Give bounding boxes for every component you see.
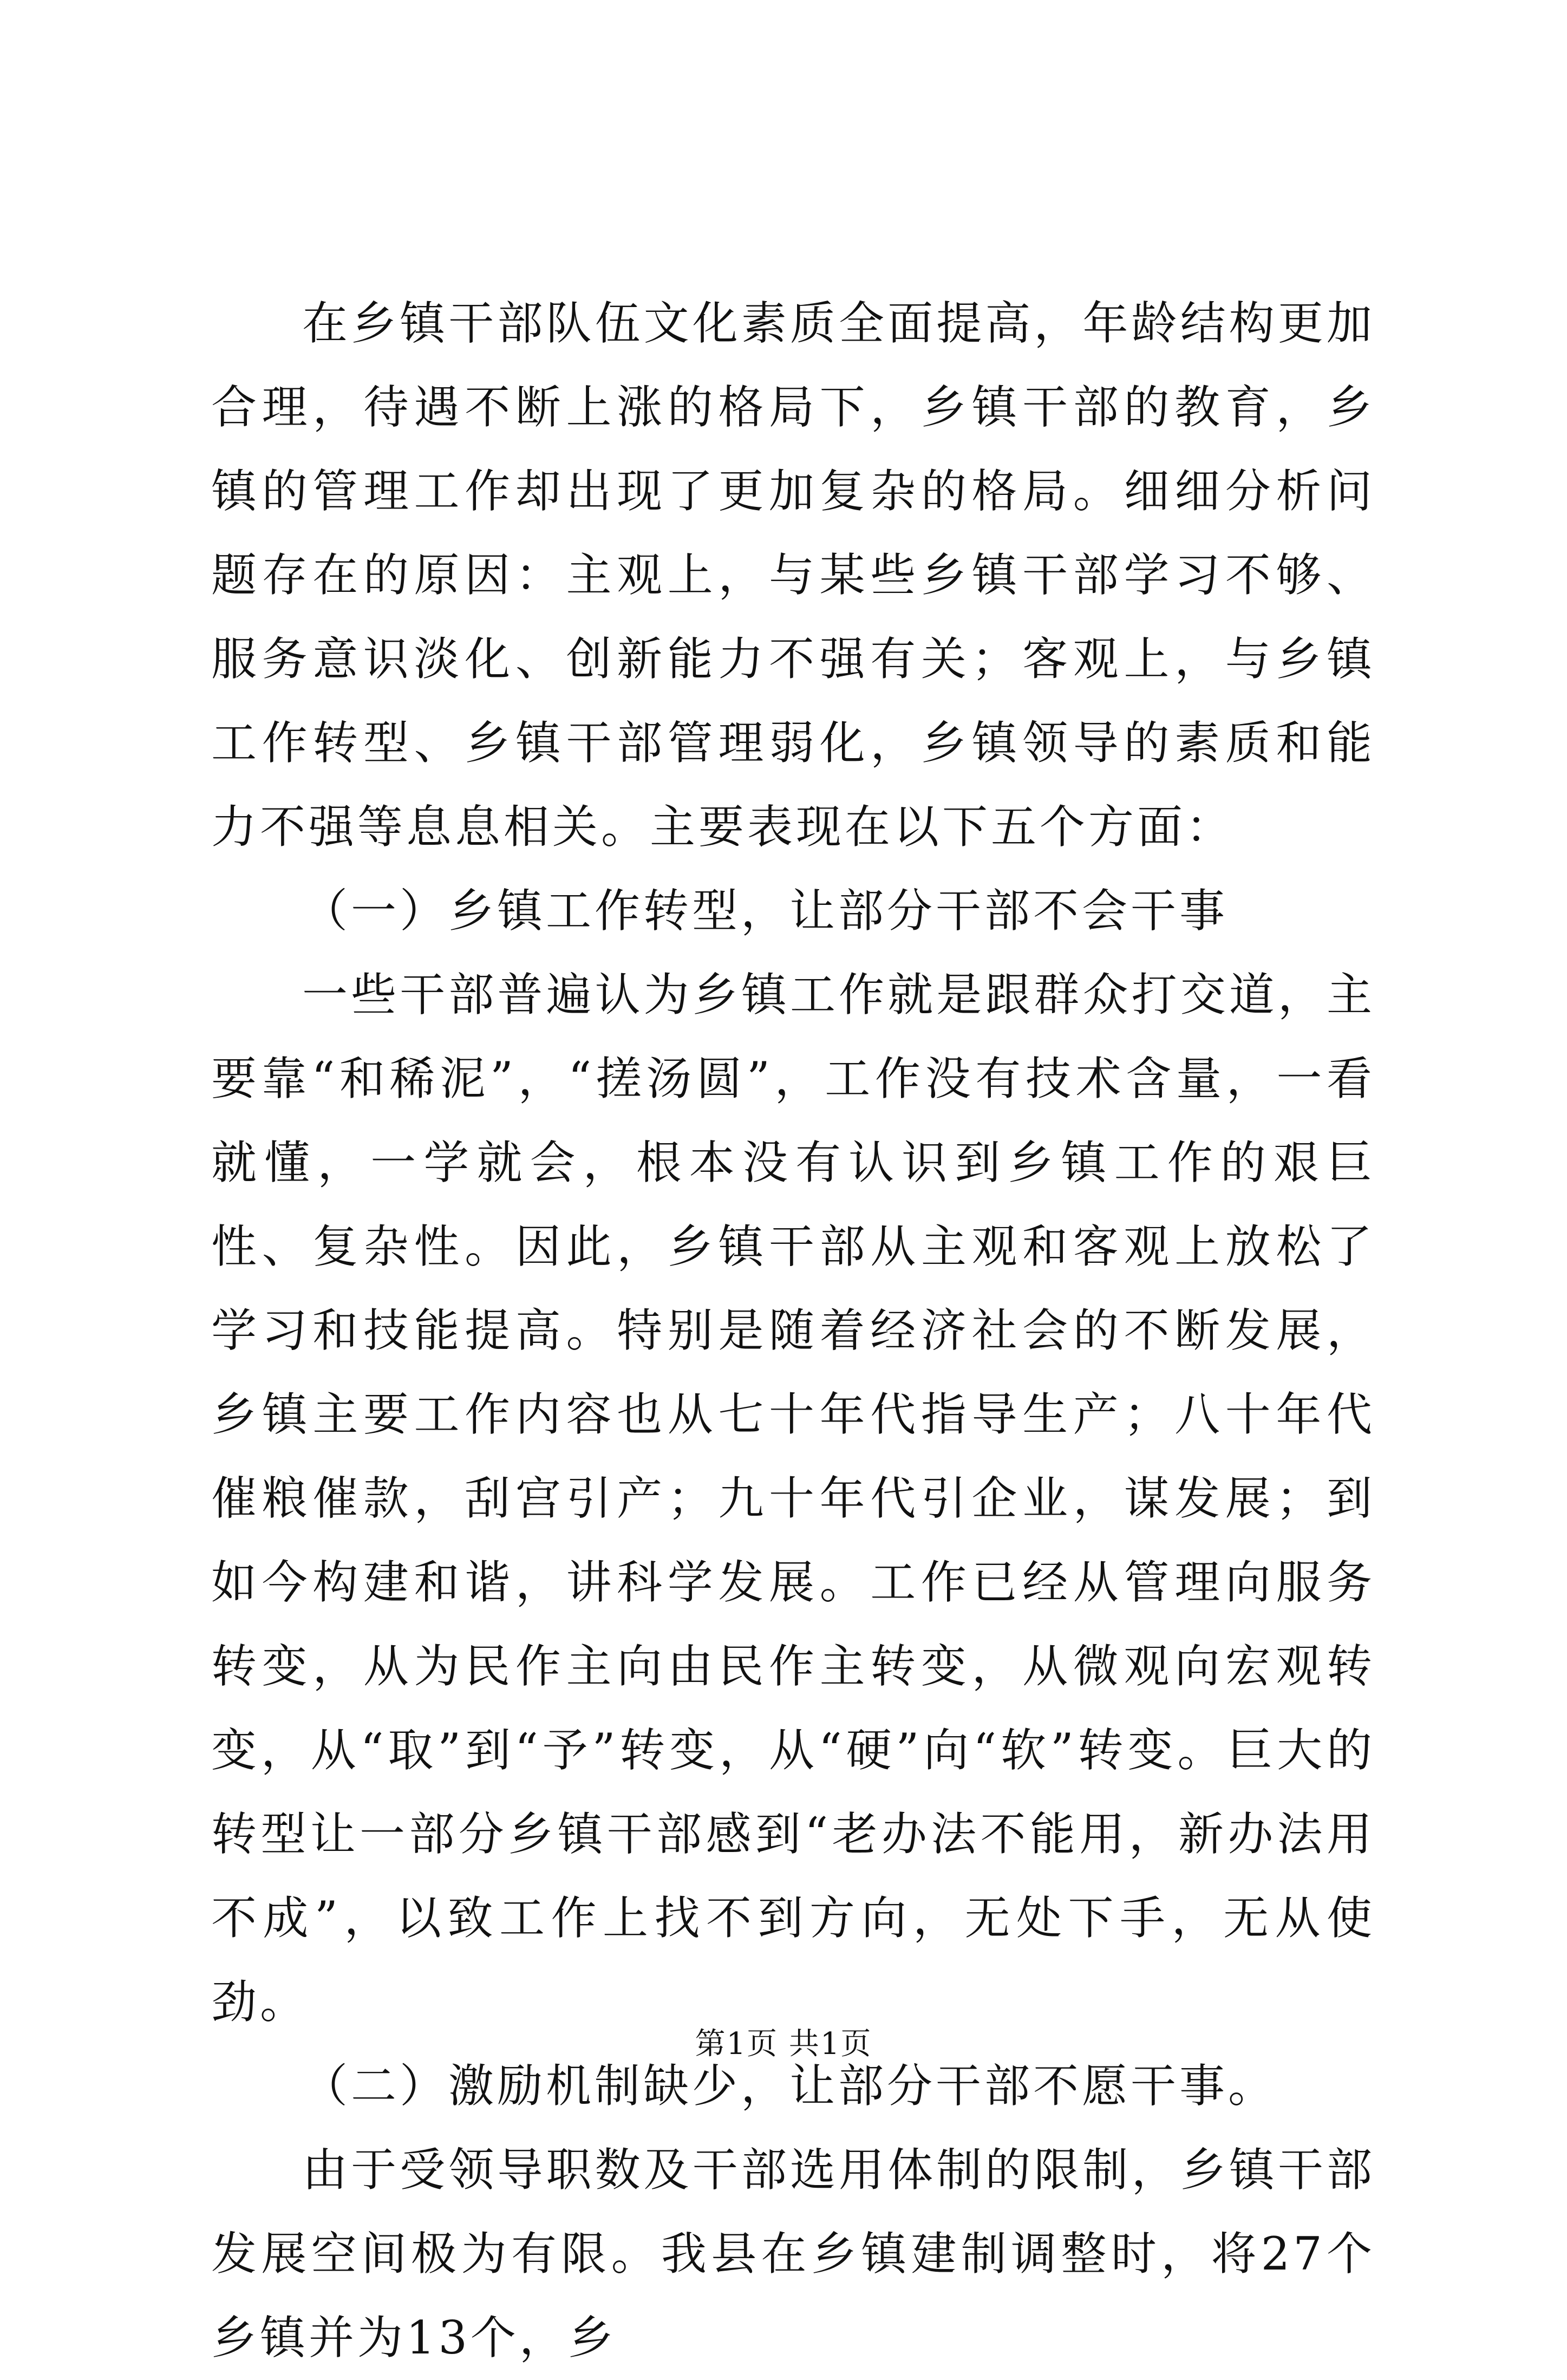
paragraph-intro: 在乡镇干部队伍文化素质全面提高，年龄结构更加合理，待遇不断上涨的格局下，乡镇干部的教育，乡镇的管理工作却出现了更加复杂的格局。细细分析问题存在的原因：主观上，与某些乡镇干部学习不够、服务意识淡化、创新能力不强有关；客观上，与乡镇工作转型、乡镇干部管理弱化，乡镇领导的素质和能力不强等息息相关。主要表现在以下五个方面： — [211, 297, 1375, 853]
section-heading-1: （一）乡镇工作转型，让部分干部不会干事 — [302, 884, 1229, 937]
paragraph-section-2: 由于受领导职数及干部选用体制的限制，乡镇干部发展空间极为有限。我县在乡镇建制调整时，将27个乡镇并为13个，乡 — [211, 2143, 1375, 2364]
document-body — [211, 282, 1375, 2380]
paragraph-section-1: 一些干部普遍认为乡镇工作就是跟群众打交道，主要靠“和稀泥”，“搓汤圆”，工作没有技术含量，一看就懂，一学就会，根本没有认识到乡镇工作的艰巨性、复杂性。因此，乡镇干部从主观和客观上放松了学习和技能提高。特别是随着经济社会的不断发展，乡镇主要工作内容也从七十年代指导生产；八十年代催粮催款，刮宫引产；九十年代引企业，谋发展；到如今构建和谐，讲科学发展。工作已经从管理向服务转变，从为民作主向由民作主转变，从微观向宏观转变，从“取”到“予”转变，从“硬”向“软”转变。巨大的转型让一部分乡镇干部感到“老办法不能用，新办法用不成”，以致工作上找不到方向，无处下手，无从使劲。 — [211, 968, 1375, 2029]
section-heading-2: （二）激励机制缺少，让部分干部不愿干事。 — [302, 2059, 1277, 2112]
page-footer: 第1页 共1页 — [695, 2026, 872, 2062]
